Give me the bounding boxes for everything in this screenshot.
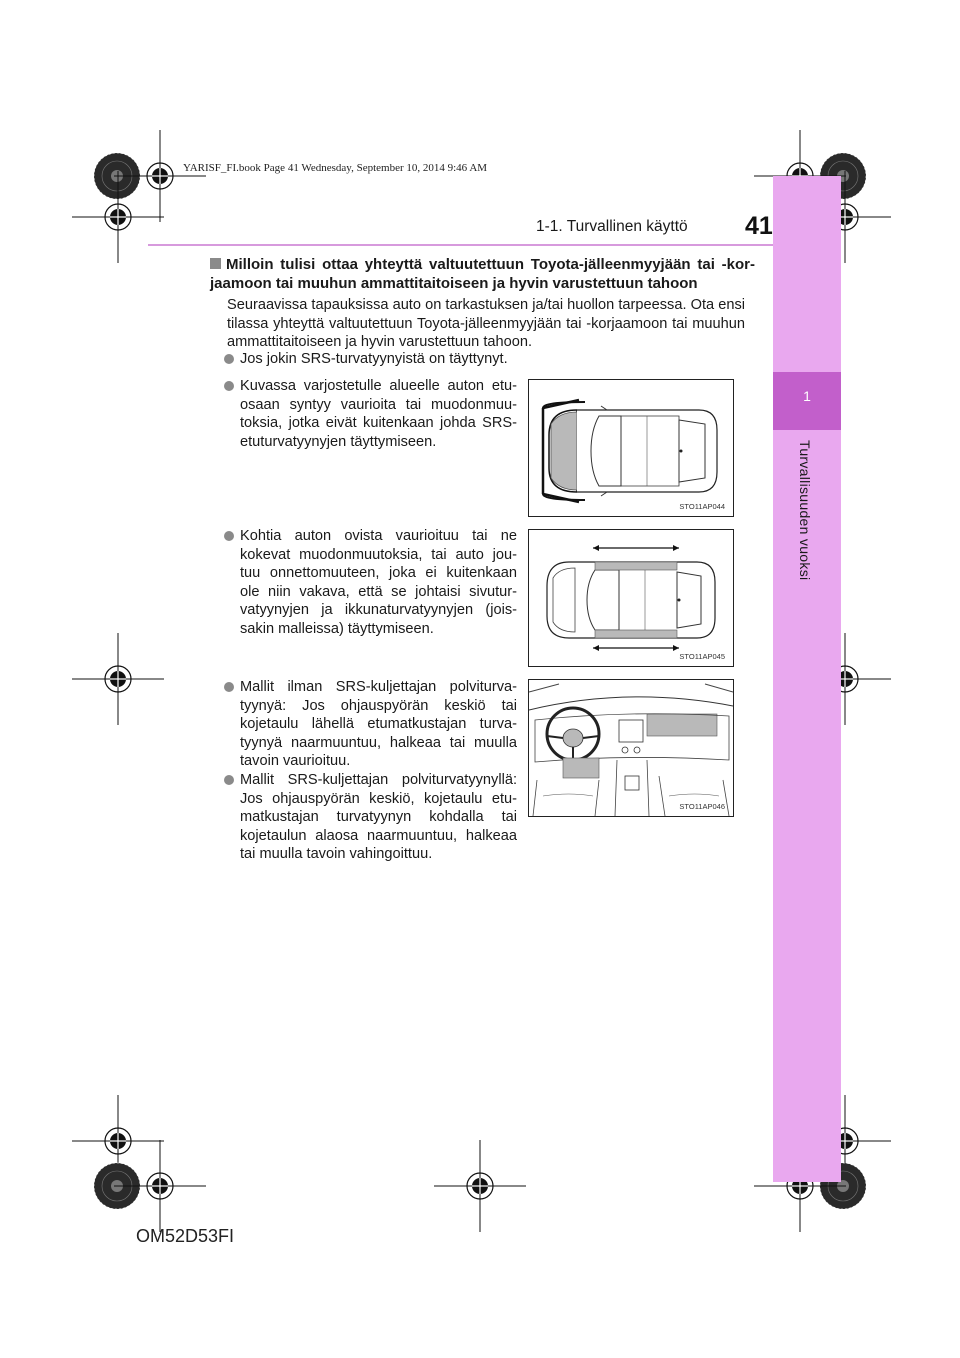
dashboard-illustration	[529, 680, 733, 816]
bullet-text: Kohtia auton ovista vaurioituu tai ne kokevat muodonmuutoksia, tai auto jou-tuu onnettomuuteen, joka ei kuitenkaan ole niin vakava, että se johtaisi sivutur-vatyynyjen ja ikkunaturvatyynyjen (jois-sakin malleissa) täyttymiseen.	[240, 528, 517, 637]
intro-paragraph: Seuraavissa tapauksissa auto on tarkastuksen ja/tai huollon tarpeessa. Ota ensi tilassa yhteyttä valtuutettuun Toyota-jälleenmyyjään tai -korjaamoon tai muuhun ammattitaitoiseen ja hyvin varustettuun tahoon.	[227, 297, 745, 350]
bullet-item	[240, 771, 517, 864]
chapter-title: Turvallisuuden vuoksi	[797, 440, 813, 581]
bullet-dot-icon	[224, 531, 234, 541]
car-top-view-front-illustration	[529, 380, 733, 516]
chapter-side-tab	[773, 176, 841, 1182]
heading-square-icon	[210, 258, 221, 269]
bullet-dot-icon	[224, 775, 234, 785]
book-stamp: YARISF_FI.book Page 41 Wednesday, September 10, 2014 9:46 AM	[183, 162, 488, 174]
car-top-view-sides-illustration	[529, 530, 733, 666]
figure-front-damage	[528, 379, 734, 517]
bullet-item	[240, 350, 750, 369]
chapter-number: 1	[803, 388, 811, 404]
bullet-dot-icon	[224, 381, 234, 391]
bullet-item	[240, 527, 517, 638]
bullet-dot-icon	[224, 682, 234, 692]
figure-id: STO11AP044	[679, 502, 725, 511]
figure-id: STO11AP045	[679, 652, 725, 661]
section-title: 1-1. Turvallinen käyttö	[536, 218, 688, 235]
bullet-text: Kuvassa varjostetulle alueelle auton etu-osaan syntyy vaurioita tai muodonmuu-toksia, jotka eivät kuitenkaan johda SRS-etuturvatyynyjen täyttymiseen.	[240, 378, 517, 450]
figure-side-damage	[528, 529, 734, 667]
bullet-item	[240, 678, 517, 771]
bullet-text: Mallit SRS-kuljettajan polviturvatyynyllä: Jos ohjauspyörän keskiö, kojetaulu etu-matkustajan turvatyynyn kohdalla tai kojetaulun alaosa naarmuuntuu, halkeaa tai muulla tavoin vahingoittuu.	[240, 772, 517, 862]
heading-text: Milloin tulisi ottaa yhteyttä valtuutettuun Toyota-jälleenmyyjään tai -kor-jaamoon tai muuhun ammattitaitoiseen ja hyvin varustettuun tahoon	[210, 256, 755, 292]
page-number: 41	[745, 212, 773, 240]
bullet-text: Mallit ilman SRS-kuljettajan polviturva-tyynyä: Jos ohjauspyörän keskiö tai kojetaulu lähellä etumatkustajan turva-tyynyä naarmuuntuu, halkeaa tai muulla tavoin vaurioituu.	[240, 679, 517, 769]
section-heading	[210, 255, 755, 293]
bullet-dot-icon	[224, 354, 234, 364]
bullet-text: Jos jokin SRS-turvatyynyistä on täyttynyt.	[240, 351, 508, 367]
document-code: OM52D53FI	[136, 1226, 235, 1246]
header-rule	[148, 244, 773, 246]
bullet-item	[240, 377, 517, 451]
figure-dashboard-damage	[528, 679, 734, 817]
figure-id: STO11AP046	[679, 802, 725, 811]
